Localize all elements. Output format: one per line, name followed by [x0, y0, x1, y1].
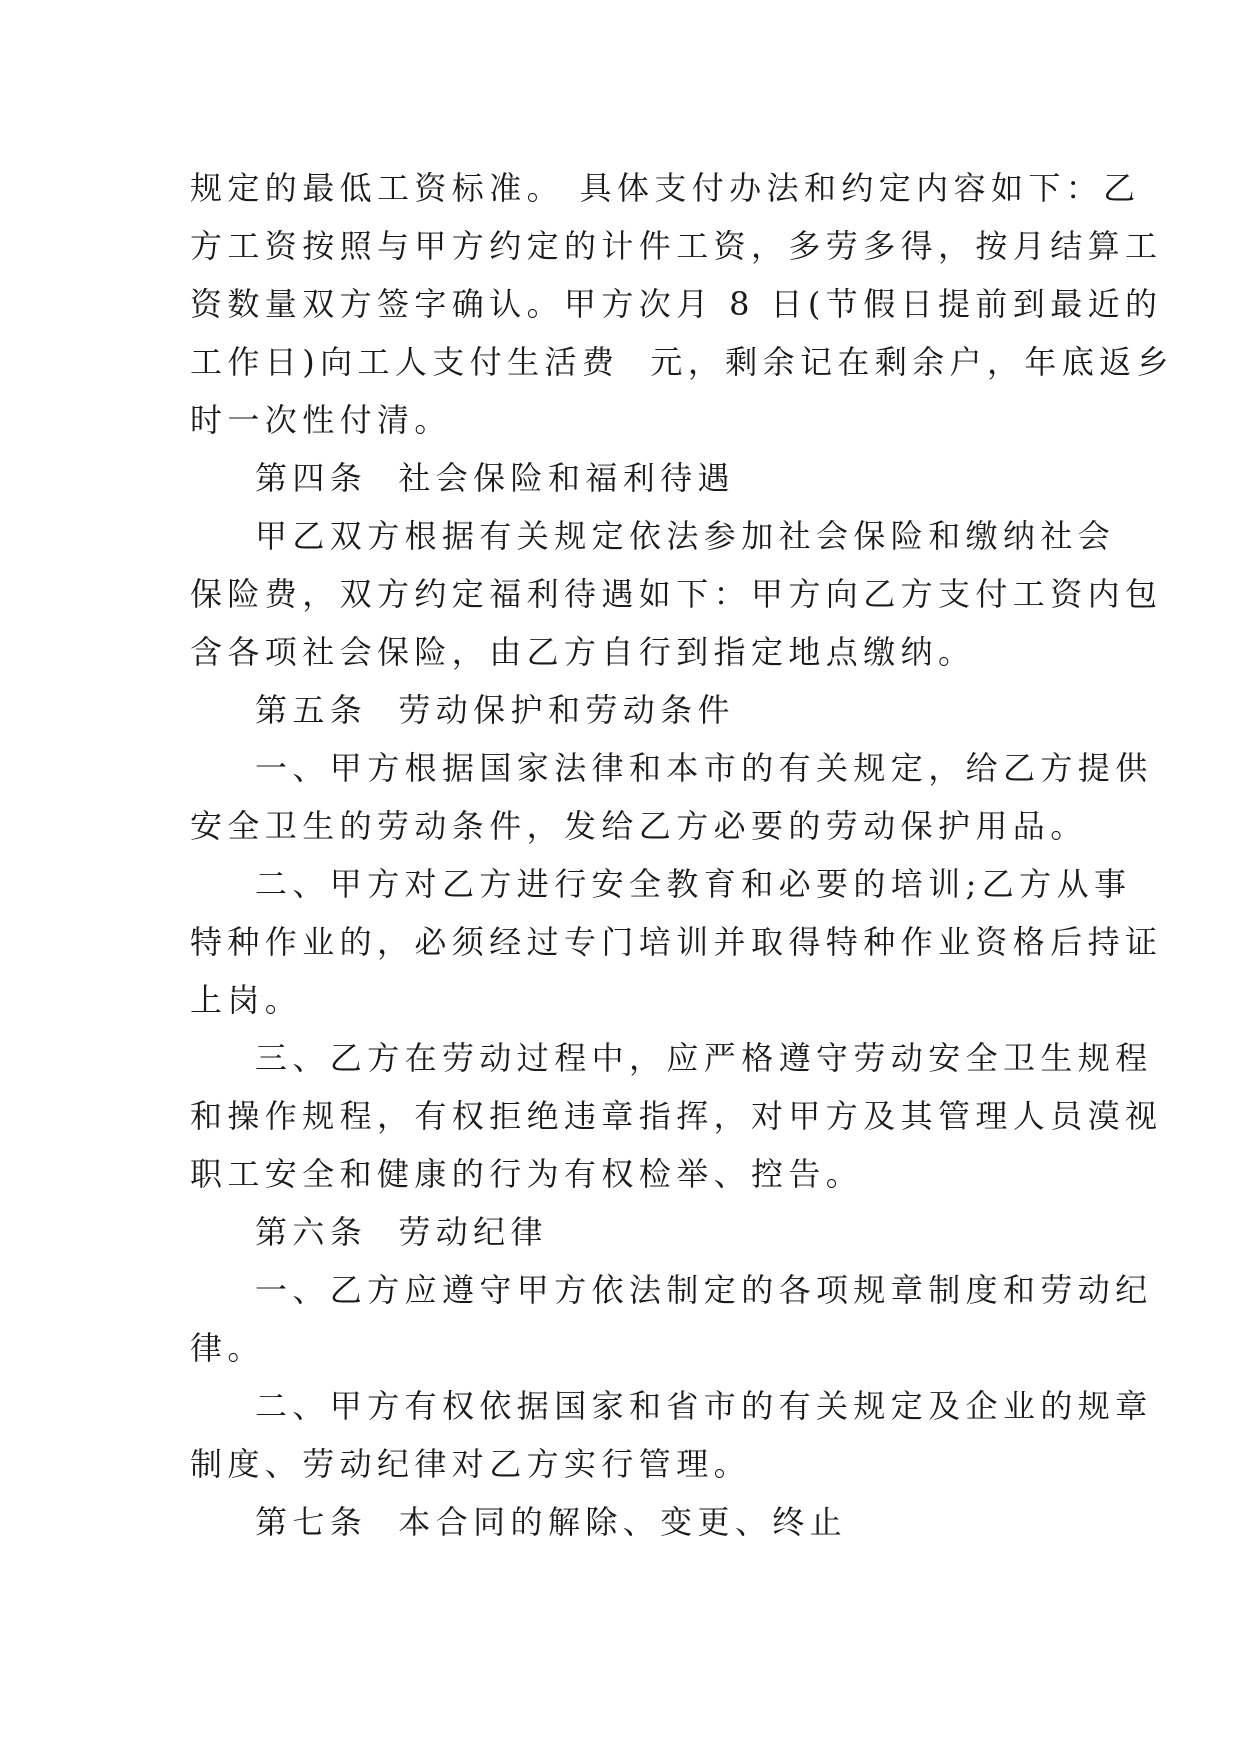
- section-heading: 第四条 社会保险和福利待遇: [255, 459, 735, 497]
- section-heading: 第六条 劳动纪律: [255, 1213, 548, 1251]
- text-line: 规定的最低工资标准。 具体支付办法和约定内容如下：乙: [190, 169, 1141, 207]
- text-line: 制度、劳动纪律对乙方实行管理。: [190, 1445, 752, 1483]
- text-line: 资数量双方签字确认。甲方次月 8 日(节假日提前到最近的: [190, 285, 1163, 323]
- text-line: 三、乙方在劳动过程中，应严格遵守劳动安全卫生规程: [255, 1039, 1153, 1077]
- text-line: 时一次性付清。: [190, 401, 452, 439]
- text-line: 一、乙方应遵守甲方依法制定的各项规章制度和劳动纪: [255, 1271, 1153, 1309]
- text-line: 职工安全和健康的行为有权检举、控告。: [190, 1155, 864, 1193]
- section-heading: 第五条 劳动保护和劳动条件: [255, 691, 735, 729]
- text-line: 方工资按照与甲方约定的计件工资，多劳多得，按月结算工: [190, 227, 1163, 265]
- text-line: 一、甲方根据国家法律和本市的有关规定，给乙方提供: [255, 749, 1153, 787]
- text-line: 特种作业的，必须经过专门培训并取得特种作业资格后持证: [190, 923, 1163, 961]
- text-line: 上岗。: [190, 981, 303, 1019]
- text-line: 二、甲方有权依据国家和省市的有关规定及企业的规章: [255, 1387, 1153, 1425]
- text-line: 含各项社会保险，由乙方自行到指定地点缴纳。: [190, 633, 976, 671]
- text-line: 甲乙双方根据有关规定依法参加社会保险和缴纳社会: [255, 517, 1116, 555]
- text-line: 安全卫生的劳动条件，发给乙方必要的劳动保护用品。: [190, 807, 1088, 845]
- text-line: 工作日)向工人支付生活费 元，剩余记在剩余户，年底返乡: [190, 343, 1175, 381]
- text-line: 和操作规程，有权拒绝违章指挥，对甲方及其管理人员漠视: [190, 1097, 1163, 1135]
- text-line: 律。: [190, 1329, 265, 1367]
- text-line: 保险费，双方约定福利待遇如下：甲方向乙方支付工资内包: [190, 575, 1163, 613]
- section-heading: 第七条 本合同的解除、变更、终止: [255, 1503, 848, 1541]
- text-line: 二、甲方对乙方进行安全教育和必要的培训;乙方从事: [255, 865, 1132, 903]
